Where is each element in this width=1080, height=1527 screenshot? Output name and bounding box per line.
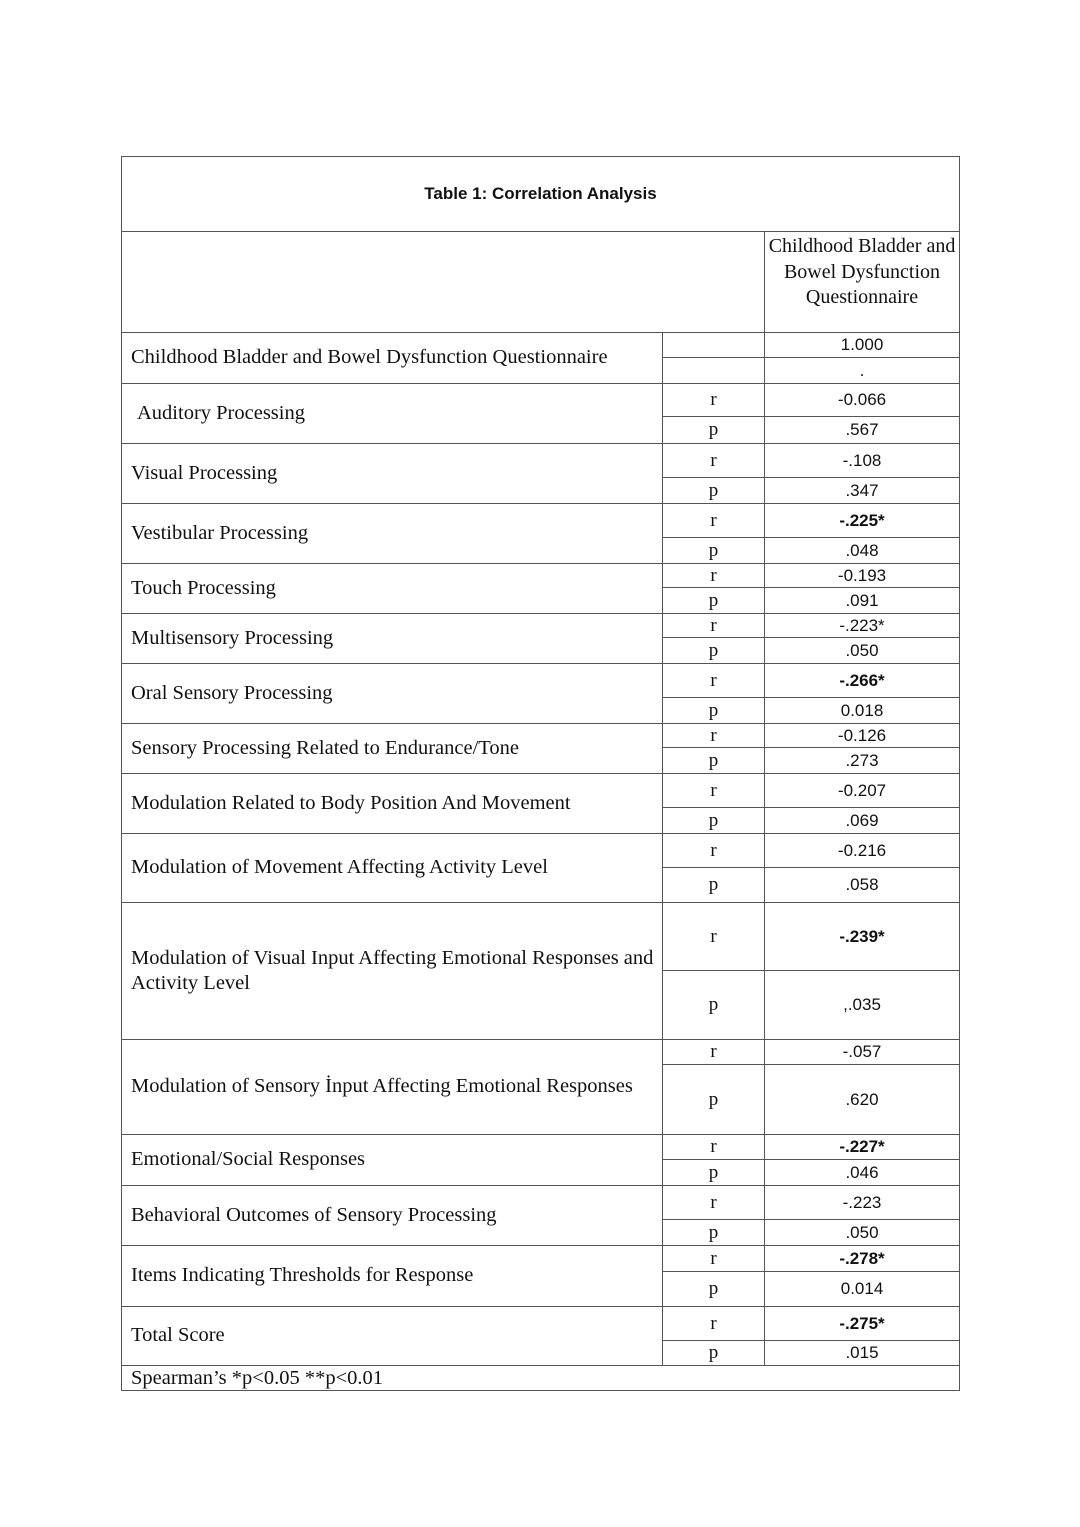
stat-label-p: p	[663, 971, 765, 1040]
p-value: .069	[765, 808, 960, 834]
p-value: .015	[765, 1341, 960, 1366]
stat-label-r: r	[663, 614, 765, 638]
stat-label-p	[663, 358, 765, 384]
stat-label-r: r	[663, 1307, 765, 1341]
header-empty-cell	[122, 232, 765, 333]
row-label: Modulation of Visual Input Affecting Emotional Responses and Activity Level	[122, 903, 663, 1040]
p-value: .091	[765, 588, 960, 614]
stat-label-p: p	[663, 748, 765, 774]
row-label: Items Indicating Thresholds for Response	[122, 1246, 663, 1307]
stat-label-p: p	[663, 1272, 765, 1307]
r-value: -.266*	[765, 664, 960, 698]
p-value: 0.018	[765, 698, 960, 724]
p-value: 0.014	[765, 1272, 960, 1307]
stat-label-p: p	[663, 1065, 765, 1135]
r-value: -.239*	[765, 903, 960, 971]
p-value: .046	[765, 1160, 960, 1186]
p-value: ,.035	[765, 971, 960, 1040]
stat-label-p: p	[663, 538, 765, 564]
stat-label-r: r	[663, 564, 765, 588]
row-label: Childhood Bladder and Bowel Dysfunction Questionnaire	[122, 333, 663, 384]
p-value: .273	[765, 748, 960, 774]
r-value: 1.000	[765, 333, 960, 358]
row-label: Vestibular Processing	[122, 504, 663, 564]
stat-label-r: r	[663, 1186, 765, 1220]
p-value: .620	[765, 1065, 960, 1135]
r-value: -.278*	[765, 1246, 960, 1272]
stat-label-r	[663, 333, 765, 358]
stat-label-r: r	[663, 444, 765, 478]
row-label: Modulation of Sensory İnput Affecting Emotional Responses	[122, 1040, 663, 1135]
r-value: -0.066	[765, 384, 960, 417]
row-label: Modulation of Movement Affecting Activity Level	[122, 834, 663, 903]
stat-label-r: r	[663, 504, 765, 538]
stat-label-r: r	[663, 384, 765, 417]
r-value: -0.207	[765, 774, 960, 808]
p-value: .	[765, 358, 960, 384]
row-label: Sensory Processing Related to Endurance/Tone	[122, 724, 663, 774]
stat-label-r: r	[663, 903, 765, 971]
r-value: -.057	[765, 1040, 960, 1065]
stat-label-r: r	[663, 774, 765, 808]
table-footnote: Spearman’s *p<0.05 **p<0.01	[122, 1366, 960, 1391]
correlation-table	[121, 156, 960, 1391]
stat-label-p: p	[663, 417, 765, 444]
row-label: Total Score	[122, 1307, 663, 1366]
r-value: -.225*	[765, 504, 960, 538]
row-label: Modulation Related to Body Position And Movement	[122, 774, 663, 834]
r-value: -.223	[765, 1186, 960, 1220]
p-value: .567	[765, 417, 960, 444]
row-label: Oral Sensory Processing	[122, 664, 663, 724]
row-label: Auditory Processing	[122, 384, 663, 444]
row-label: Touch Processing	[122, 564, 663, 614]
r-value: -.223*	[765, 614, 960, 638]
r-value: -0.126	[765, 724, 960, 748]
p-value: .050	[765, 1220, 960, 1246]
r-value: -.108	[765, 444, 960, 478]
r-value: -.227*	[765, 1135, 960, 1160]
row-label: Visual Processing	[122, 444, 663, 504]
r-value: -0.216	[765, 834, 960, 868]
p-value: .058	[765, 868, 960, 903]
row-label: Emotional/Social Responses	[122, 1135, 663, 1186]
r-value: -0.193	[765, 564, 960, 588]
row-label: Behavioral Outcomes of Sensory Processing	[122, 1186, 663, 1246]
p-value: .048	[765, 538, 960, 564]
row-label: Multisensory Processing	[122, 614, 663, 664]
stat-label-p: p	[663, 808, 765, 834]
stat-label-p: p	[663, 638, 765, 664]
p-value: .050	[765, 638, 960, 664]
stat-label-p: p	[663, 868, 765, 903]
stat-label-r: r	[663, 724, 765, 748]
stat-label-p: p	[663, 478, 765, 504]
stat-label-p: p	[663, 1341, 765, 1366]
table-title: Table 1: Correlation Analysis	[122, 157, 960, 232]
stat-label-r: r	[663, 664, 765, 698]
stat-label-r: r	[663, 1246, 765, 1272]
stat-label-r: r	[663, 1040, 765, 1065]
stat-label-p: p	[663, 1220, 765, 1246]
column-header: Childhood Bladder and Bowel Dysfunction Questionnaire	[765, 232, 960, 333]
stat-label-r: r	[663, 834, 765, 868]
p-value: .347	[765, 478, 960, 504]
r-value: -.275*	[765, 1307, 960, 1341]
stat-label-p: p	[663, 1160, 765, 1186]
stat-label-r: r	[663, 1135, 765, 1160]
stat-label-p: p	[663, 588, 765, 614]
stat-label-p: p	[663, 698, 765, 724]
